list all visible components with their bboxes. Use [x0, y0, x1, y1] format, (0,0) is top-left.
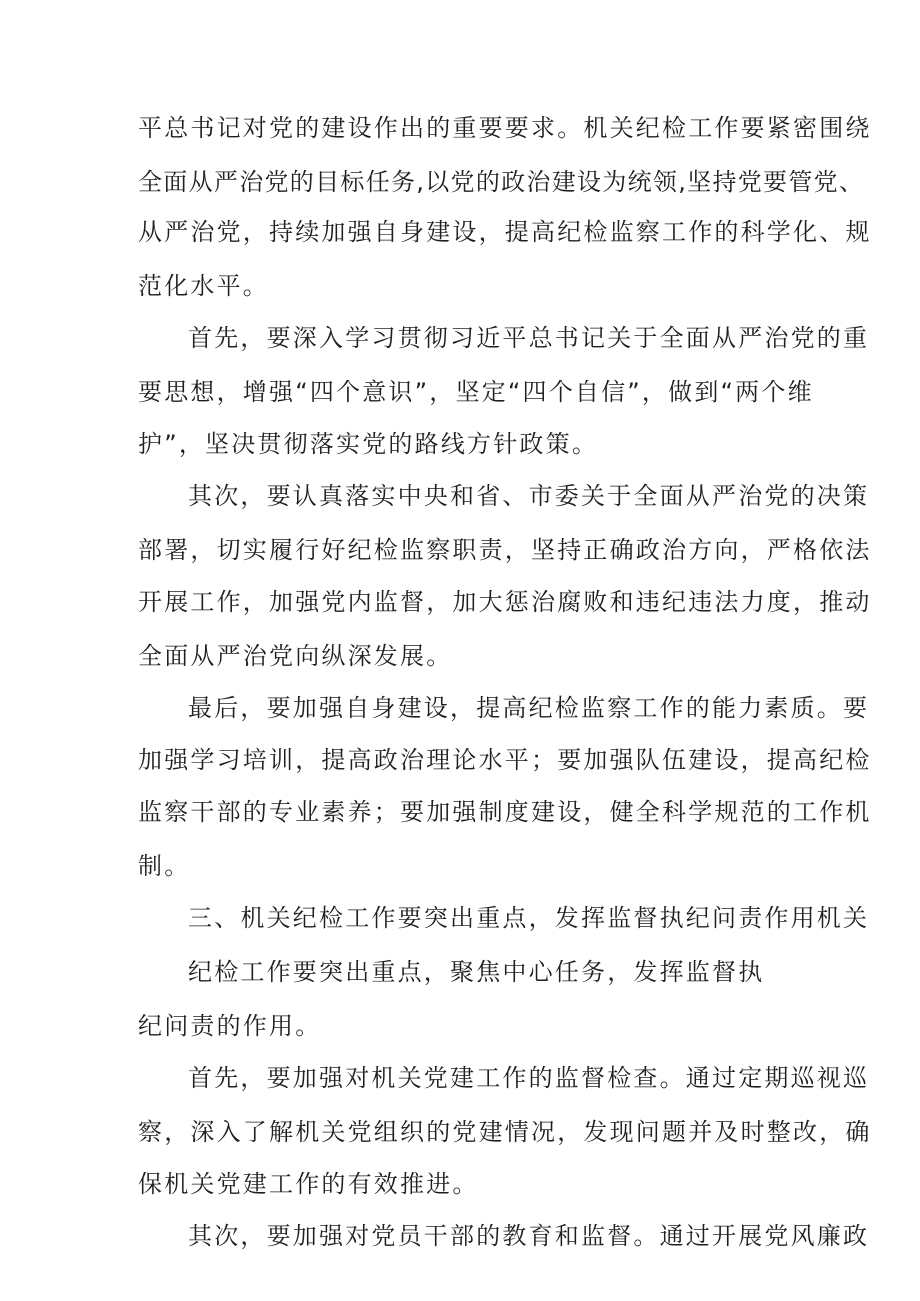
paragraph-first-line: 首先，要加强对机关党建工作的监督检查。通过定期巡视巡: [188, 1064, 870, 1092]
text-line: 制。: [138, 852, 191, 880]
text-line: 监察干部的专业素养；要加强制度建设，健全科学规范的工作机: [138, 798, 872, 826]
text-line: 开展工作，加强党内监督，加大惩治腐败和违纪违法力度，推动: [138, 588, 872, 616]
paragraph-first-line: 首先，要深入学习贯彻习近平总书记关于全面从严治党的重: [188, 324, 870, 352]
text-line: 护”，坚决贯彻落实党的路线方针政策。: [138, 430, 599, 458]
text-line: 平总书记对党的建设作出的重要要求。机关纪检工作要紧密围绕: [138, 114, 872, 142]
section-heading-line: 三、机关纪检工作要突出重点，发挥监督执纪问责作用机关: [188, 904, 870, 932]
text-line: 察，深入了解机关党组织的党建情况，发现问题并及时整改，确: [138, 1118, 872, 1146]
text-line: 部署，切实履行好纪检监察职责，坚持正确政治方向，严格依法: [138, 536, 872, 564]
paragraph-first-line: 最后，要加强自身建设，提高纪检监察工作的能力素质。要: [188, 694, 870, 722]
text-line: 保机关党建工作的有效推进。: [138, 1170, 479, 1198]
text-line: 范化水平。: [138, 272, 269, 300]
text-line: 全面从严治党向纵深发展。: [138, 642, 453, 670]
text-line: 纪检工作要突出重点，聚焦中心任务，发挥监督执: [188, 958, 765, 986]
text-line: 全面从严治党的目标任务,以党的政治建设为统领,坚持党要管党、: [138, 168, 865, 196]
paragraph-first-line: 其次，要加强对党员干部的教育和监督。通过开展党风廉政: [188, 1222, 870, 1250]
text-line: 要思想，增强“四个意识”，坚定“四个自信”，做到“两个维: [138, 378, 814, 406]
text-line: 加强学习培训，提高政治理论水平；要加强队伍建设，提高纪检: [138, 746, 872, 774]
text-line: 从严治党，持续加强自身建设，提高纪检监察工作的科学化、规: [138, 218, 872, 246]
paragraph-first-line: 其次，要认真落实中央和省、市委关于全面从严治党的决策: [188, 482, 870, 510]
text-line: 纪问责的作用。: [138, 1012, 322, 1040]
